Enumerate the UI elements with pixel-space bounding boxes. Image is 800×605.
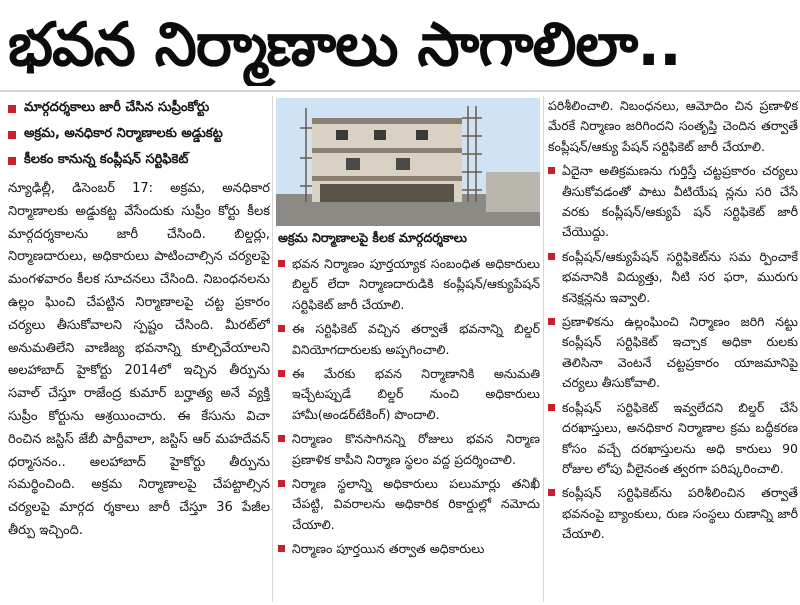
- guidelines-list-middle: [278, 254, 540, 602]
- guideline-item: [548, 483, 798, 544]
- guideline-item: [548, 398, 798, 480]
- guidelines-title: అక్రమ నిర్మాణాలపై కీలక మార్గదర్శకాలు: [278, 230, 467, 245]
- guideline-item: [278, 319, 540, 360]
- highlight-item: [8, 96, 268, 122]
- guideline-item: [278, 254, 540, 315]
- guideline-item: [548, 247, 798, 308]
- red-square-bullet-icon: [548, 318, 555, 325]
- guideline-text: కంప్లీషన్ సర్టిఫికెట్ ఇవ్వలేదని బిల్డర్ చేసే దరఖాస్తులు, అనధికార నిర్మాణాల క్రమ బద్ధీకరణ కోసం వచ్చే దరఖాస్తులను అధి కారులు 90 రోజుల లోపు వీలైనంత త్వరగా పరిష్కరించాలి.: [562, 399, 798, 476]
- headline: భవన నిర్మాణాలు సాగాలిలా..: [8, 10, 681, 80]
- guideline-item: [278, 429, 540, 470]
- column-divider: [272, 96, 273, 602]
- guideline-text: ప్రణాళికను ఉల్లంఘించి నిర్మాణం జరిగి నట్టు కంప్లీషన్ సర్టిఫికెట్ ఇచ్చాక అధికా రులకు తెలిసినా వెంటనే చట్టప్రకారం యాజమానిపై చర్యలు తీసుకోవాలి.: [562, 314, 798, 391]
- column-divider: [543, 96, 544, 602]
- highlight-item: [8, 122, 268, 148]
- guidelines-list-right: [548, 96, 798, 602]
- highlight-text: అక్రమ, అనధికార నిర్మాణాలకు అడ్డుకట్ట: [24, 126, 223, 141]
- article-body: [8, 178, 270, 602]
- red-square-bullet-icon: [278, 480, 285, 487]
- guideline-text: కంప్లీషన్ సర్టిఫికెట్‌ను పరిశీలించిన తర్వాతే భవనంపై బ్యాంకులు, రుణ సంస్థలు రుణాన్ని జారీ చేయాలి.: [562, 485, 798, 542]
- guideline-text: భవన నిర్మాణం పూర్తయ్యాక సంబంధిత అధికారులు బిల్డర్ లేదా నిర్మాణదారుడికి కంప్లీషన్/ఆక్యుపేషన్ సర్టిఫికెట్ జారీ చేయాలి.: [292, 256, 540, 312]
- guideline-item: [278, 364, 540, 425]
- red-square-bullet-icon: [548, 404, 555, 411]
- red-square-bullet-icon: [278, 545, 285, 552]
- article-paragraph: న్యూఢిల్లీ, డిసెంబర్ 17: అక్రమ, అనధికార నిర్మాణాలకు అడ్డుకట్ట వేసేందుకు సుప్రీం కోర్టు కీలక మార్గదర్శకాలను జారీ చేసింది. బిల్డర్లు, నిర్మాణదారులు, అధికారులు పాటించాల్సిన చర్యలపై మంగళవారం కీలక సూచనలు చేసింది. నిబంధనలను ఉల్లం ఘించి చేపట్టిన నిర్మాణాలపై చట్ట ప్రకారం చర్యలు తీసుకోవాలని స్పష్టం చేసింది. మీరట్‌లో అనుమతిలేని వాణిజ్య భవనాన్ని కూల్చివేయాలని అలహాబాద్ హైకోర్టు 2014లో ఇచ్చిన తీర్పును సవాల్ చేస్తూ రాజేంద్ర కుమార్ బర్హాత్య అనే వ్యక్తి సుప్రీం కోర్టును ఆశ్రయించారు. ఈ కేసును విచా రించిన జస్టిస్ జేబీ పార్దీవాలా, జస్టిస్ ఆర్ మహదేవన్ ధర్మాసనం.. అలహాబాద్ హైకోర్టు తీర్పును సమర్థించింది. అక్రమ నిర్మాణాలపై చేపట్టాల్సిన చర్యలపై మార్గద ర్శకాలు జారీ చేస్తూ 36 పేజీల తీర్పు ఇచ్చింది.: [8, 181, 270, 538]
- highlights-list: [8, 96, 268, 174]
- highlight-item: [8, 148, 268, 174]
- red-square-bullet-icon: [278, 260, 285, 267]
- red-square-bullet-icon: [548, 167, 555, 174]
- red-square-bullet-icon: [548, 253, 555, 260]
- guideline-text: ఈ సర్టిఫికెట్ వచ్చిన తర్వాతే భవనాన్ని బిల్డర్ వినియోగదారులకు అప్పగించాలి.: [292, 321, 540, 357]
- guideline-text: కంప్లీషన్/ఆక్యుపేషన్ సర్టిఫికెట్‌ను సమ ర్పించాకే భవనానికి విద్యుత్తు, నీటి సర ఫరా, మురుగు కనెక్షన్లను ఇవ్వాలి.: [562, 248, 798, 305]
- highlight-text: మార్గదర్శకాలు జారీ చేసిన సుప్రీంకోర్టు: [24, 100, 210, 115]
- red-square-bullet-icon: [8, 157, 16, 165]
- red-square-bullet-icon: [278, 435, 285, 442]
- red-square-bullet-icon: [278, 325, 285, 332]
- guideline-text: నిర్మాణ స్థలాన్ని అధికారులు పలుమార్లు తనిఖీ చేపట్టి, వివరాలను అధికారిక రికార్డుల్లో నమోదు చేయాలి.: [292, 476, 540, 532]
- building-construction-photo: [276, 98, 540, 226]
- guideline-item: [548, 161, 798, 243]
- highlight-text: కీలకం కానున్న కంప్లీషన్ సర్టిఫికెట్: [24, 152, 189, 167]
- red-square-bullet-icon: [278, 370, 285, 377]
- headline-divider: [0, 90, 800, 92]
- guideline-text: ఈ మేరకు భవన నిర్మాణానికి అనుమతి ఇచ్చేటప్పుడే బిల్డర్ నుంచి అధికారులు హామీ(అండర్‌టేకింగ్) పొందాలి.: [292, 366, 540, 422]
- guideline-item: [278, 474, 540, 535]
- guideline-item: [548, 312, 798, 394]
- guideline-continuation: పరిశీలించాలి. నిబంధనలు, ఆమోదిం చిన ప్రణాళిక మేరకే నిర్మాణం జరిగిందని సంతృప్తి చెందిన తర్వాతే కంప్లీషన్/ఆక్యు పేషన్ సర్టిఫికెట్ జారీ చేయాలి.: [548, 98, 798, 154]
- red-square-bullet-icon: [548, 489, 555, 496]
- red-square-bullet-icon: [8, 131, 16, 139]
- building-illustration: [276, 98, 540, 226]
- guideline-text: నిర్మాణం కొనసాగినన్ని రోజులు భవన నిర్మాణ ప్రణాళిక కాపీని నిర్మాణ స్థలం వద్ద ప్రదర్శించాలి.: [292, 431, 540, 467]
- guideline-text: నిర్మాణం పూర్తయిన తర్వాత అధికారులు: [292, 541, 485, 557]
- guideline-item: [278, 539, 540, 559]
- guideline-text: ఏదైనా అతిక్రమణను గుర్తిస్తే చట్టప్రకారం చర్యలు తీసుకోవడంతో పాటు వీటియేష న్లను సరి చేసే వరకు కంప్లీషన్/ఆక్యుపే షన్ సర్టిఫికెట్ జారీ చేయొద్దు.: [562, 163, 798, 240]
- red-square-bullet-icon: [8, 105, 16, 113]
